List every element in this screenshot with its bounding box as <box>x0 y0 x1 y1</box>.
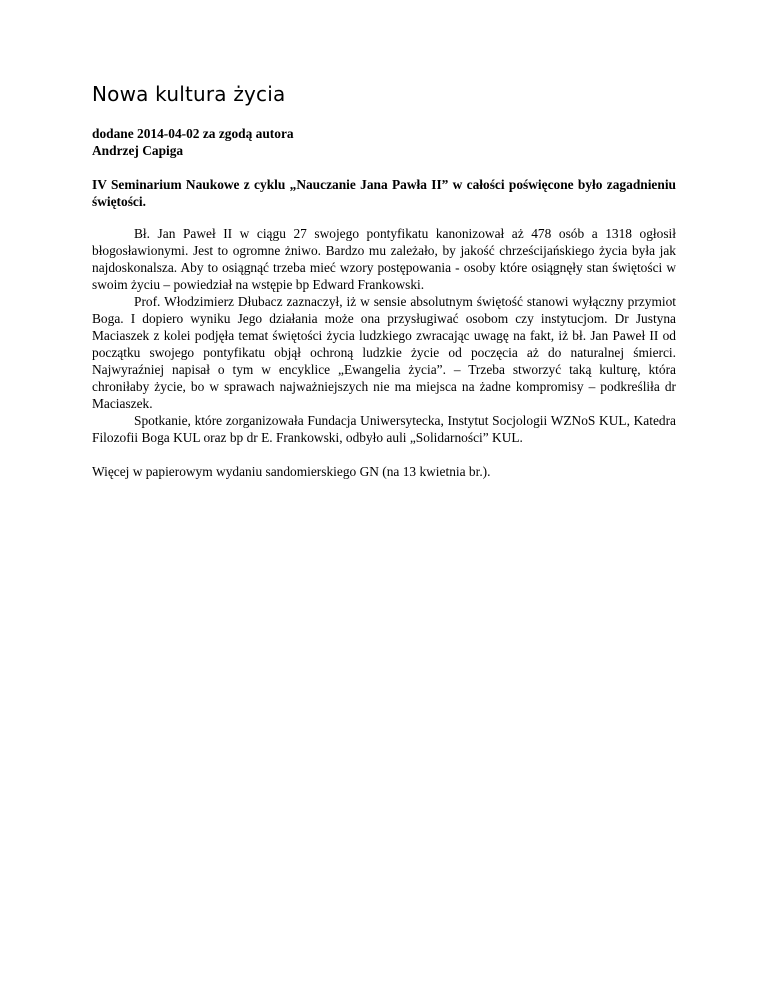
document-page <box>92 80 676 480</box>
lead-paragraph: IV Seminarium Naukowe z cyklu „Nauczanie Jana Pawła II” w całości poświęcone było zagadnieniu świętości. <box>92 177 676 209</box>
date-line: dodane 2014-04-02 za zgodą autora <box>92 126 294 141</box>
footer-note: Więcej w papierowym wydaniu sandomierskiego GN (na 13 kwietnia br.). <box>92 464 491 479</box>
body-paragraph-1: Bł. Jan Paweł II w ciągu 27 swojego pontyfikatu kanonizował aż 478 osób a 1318 ogłosił błogosławionymi. Jest to ogromne żniwo. Bardzo mu zależało, by jakość chrześcijańskiego życia była jak najdoskonalsza. Aby to osiągnąć trzeba mieć wzory postępowania - osoby które osiągnęły stan świętości w swoim życiu – powiedział na wstępie bp Edward Frankowski. <box>92 226 676 292</box>
article-title: Nowa kultura życia <box>92 82 286 106</box>
body-paragraph-3: Spotkanie, które zorganizowała Fundacja Uniwersytecka, Instytut Socjologii WZNoS KUL, Katedra Filozofii Boga KUL oraz bp dr E. Frankowski, odbyło auli „Solidarności” KUL. <box>92 413 676 445</box>
body-paragraph-2: Prof. Włodzimierz Dłubacz zaznaczył, iż w sensie absolutnym świętość stanowi wyłączny przymiot Boga. I dopiero wyniku Jego działania może ona przysługiwać osobom czy instytucjom. Dr Justyna Maciaszek z kolei podjęła temat świętości życia ludzkiego zwracając uwagę na fakt, iż bł. Jan Paweł II od początku swojego pontyfikatu objął ochroną ludzkie życie od poczęcia aż do naturalnej śmierci. Najwyraźniej napisał o tym w encyklice „Ewangelia życia”. – Trzeba stworzyć taką kulturę, która chroniłaby życie, bo w sprawach najważniejszych nie ma miejsca na żadne kompromisy – podkreśliła dr Maciaszek. <box>92 294 676 411</box>
author-line: Andrzej Capiga <box>92 143 184 158</box>
